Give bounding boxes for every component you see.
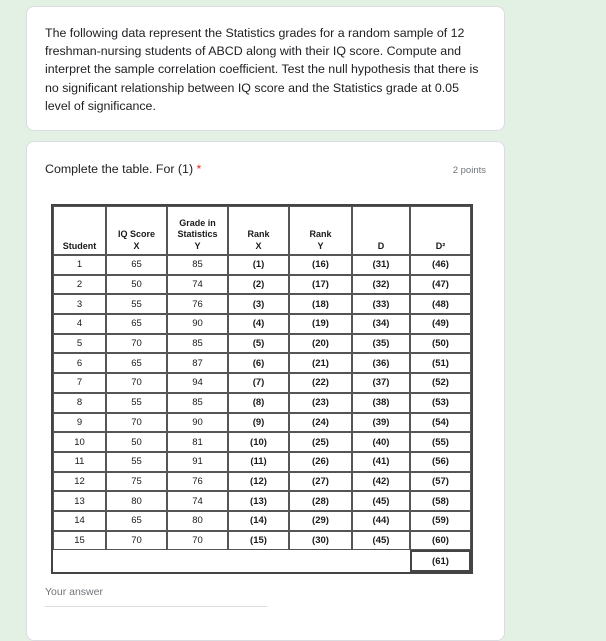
- points-label: 2 points: [452, 165, 486, 176]
- table-cell: 15: [53, 531, 106, 551]
- table-cell: (49): [410, 314, 471, 334]
- table-cell: 13: [53, 491, 106, 511]
- table-cell: (20): [289, 334, 352, 354]
- column-header-text: Y: [194, 240, 201, 251]
- table-cell: (35): [352, 334, 410, 354]
- table-cell: 12: [53, 472, 106, 492]
- table-cell: (38): [352, 393, 410, 413]
- table-cell: 65: [106, 255, 167, 275]
- table-cell: (3): [228, 294, 289, 314]
- table-cell: (52): [410, 373, 471, 393]
- column-header-text: Rank: [247, 229, 270, 239]
- table-cell: (41): [352, 452, 410, 472]
- table-cell: 75: [106, 472, 167, 492]
- table-cell: 85: [167, 334, 228, 354]
- table-cell: 87: [167, 353, 228, 373]
- table-cell: 74: [167, 275, 228, 295]
- table-cell: (10): [228, 432, 289, 452]
- table-cell: (47): [410, 275, 471, 295]
- table-row: [53, 294, 471, 314]
- table-cell: 81: [167, 432, 228, 452]
- required-asterisk: *: [196, 162, 202, 176]
- table-cell: (2): [228, 275, 289, 295]
- table-cell: (13): [228, 491, 289, 511]
- table-cell: 91: [167, 452, 228, 472]
- table-cell: 80: [106, 491, 167, 511]
- table-cell: 70: [106, 413, 167, 433]
- column-header: [106, 206, 167, 255]
- table-row: [53, 472, 471, 492]
- table-cell: 76: [167, 294, 228, 314]
- table-cell: 85: [167, 255, 228, 275]
- table-cell: 65: [106, 353, 167, 373]
- table-cell: (40): [352, 432, 410, 452]
- table-cell: (45): [352, 531, 410, 551]
- grades-table: [51, 204, 473, 574]
- table-cell: (12): [228, 472, 289, 492]
- table-cell: 50: [106, 432, 167, 452]
- column-header: [352, 206, 410, 255]
- table-cell: 70: [106, 334, 167, 354]
- table-cell: 4: [53, 314, 106, 334]
- table-cell: (36): [352, 353, 410, 373]
- table-cell: (27): [289, 472, 352, 492]
- table-cell: (16): [289, 255, 352, 275]
- table-cell: (19): [289, 314, 352, 334]
- table-cell: 8: [53, 393, 106, 413]
- table-cell: 70: [106, 373, 167, 393]
- table-cell: (30): [289, 531, 352, 551]
- empty-cell: [53, 550, 106, 572]
- table-cell: 94: [167, 373, 228, 393]
- table-cell: (15): [228, 531, 289, 551]
- question-card: [26, 141, 505, 641]
- table-total-row: [53, 550, 471, 572]
- table-cell: (59): [410, 511, 471, 531]
- column-header-text: Statistics: [177, 229, 218, 239]
- table-cell: 10: [53, 432, 106, 452]
- column-header: [167, 206, 228, 255]
- table-cell: 90: [167, 413, 228, 433]
- grades-table-image: [51, 204, 473, 574]
- table-cell: (11): [228, 452, 289, 472]
- column-header-text: IQ Score: [117, 229, 155, 239]
- question-description: The following data represent the Statistics grades for a random sample of 12 freshman-nursing students of ABCD along with their IQ score. Compute and interpret the sample correlation coefficient. Test the null hypothesis that there is no significant relationship between IQ score and the Statistics grade at 0.05 level of significance.: [45, 26, 479, 113]
- column-header-text: Y: [317, 240, 324, 251]
- table-cell: (34): [352, 314, 410, 334]
- table-cell: (7): [228, 373, 289, 393]
- table-cell: (60): [410, 531, 471, 551]
- table-cell: (22): [289, 373, 352, 393]
- table-row: [53, 314, 471, 334]
- column-header-text: Student: [62, 240, 97, 251]
- table-cell: (29): [289, 511, 352, 531]
- table-cell: (26): [289, 452, 352, 472]
- table-cell: 55: [106, 294, 167, 314]
- table-row: [53, 255, 471, 275]
- description-card: [26, 6, 505, 131]
- empty-cell: [289, 550, 352, 572]
- column-header: [228, 206, 289, 255]
- column-header-text: Grade in: [179, 217, 216, 228]
- table-cell: 85: [167, 393, 228, 413]
- column-header: [410, 206, 471, 255]
- table-row: [53, 393, 471, 413]
- table-cell: (33): [352, 294, 410, 314]
- table-cell: (8): [228, 393, 289, 413]
- table-cell: (31): [352, 255, 410, 275]
- table-cell: 2: [53, 275, 106, 295]
- table-cell: (32): [352, 275, 410, 295]
- table-row: [53, 531, 471, 551]
- table-cell: 65: [106, 314, 167, 334]
- table-cell: (56): [410, 452, 471, 472]
- question-title-text: Complete the table. For (1): [45, 162, 194, 176]
- table-cell: (5): [228, 334, 289, 354]
- table-cell: 70: [167, 531, 228, 551]
- table-cell: (28): [289, 491, 352, 511]
- table-cell: (44): [352, 511, 410, 531]
- table-cell: (37): [352, 373, 410, 393]
- table-cell: (57): [410, 472, 471, 492]
- table-cell: (42): [352, 472, 410, 492]
- table-cell: (46): [410, 255, 471, 275]
- table-cell: (54): [410, 413, 471, 433]
- table-cell: 7: [53, 373, 106, 393]
- table-row: [53, 452, 471, 472]
- column-header-text: D²: [435, 240, 446, 251]
- table-cell: (51): [410, 353, 471, 373]
- table-cell: 1: [53, 255, 106, 275]
- total-d2-cell: (61): [410, 550, 471, 572]
- table-row: [53, 491, 471, 511]
- empty-cell: [228, 550, 289, 572]
- question-title: [45, 162, 201, 176]
- table-row: [53, 275, 471, 295]
- column-header-text: D: [377, 240, 385, 251]
- table-cell: (1): [228, 255, 289, 275]
- empty-cell: [352, 550, 410, 572]
- table-cell: (18): [289, 294, 352, 314]
- table-header-row: [53, 206, 471, 255]
- table-cell: 55: [106, 393, 167, 413]
- table-row: [53, 432, 471, 452]
- table-cell: 90: [167, 314, 228, 334]
- table-cell: 11: [53, 452, 106, 472]
- table-cell: (50): [410, 334, 471, 354]
- table-cell: (39): [352, 413, 410, 433]
- column-header-text: X: [133, 240, 140, 251]
- table-cell: 3: [53, 294, 106, 314]
- table-cell: 6: [53, 353, 106, 373]
- table-cell: 70: [106, 531, 167, 551]
- table-cell: (6): [228, 353, 289, 373]
- table-cell: (45): [352, 491, 410, 511]
- column-header-text: Rank: [309, 229, 332, 239]
- table-cell: 74: [167, 491, 228, 511]
- table-cell: 80: [167, 511, 228, 531]
- table-cell: (4): [228, 314, 289, 334]
- column-header: [53, 206, 106, 255]
- table-cell: (58): [410, 491, 471, 511]
- table-cell: (23): [289, 393, 352, 413]
- table-row: [53, 353, 471, 373]
- table-row: [53, 511, 471, 531]
- answer-input[interactable]: Your answer: [45, 586, 267, 607]
- column-header-text: X: [255, 240, 262, 251]
- table-cell: (14): [228, 511, 289, 531]
- table-cell: 14: [53, 511, 106, 531]
- table-cell: (9): [228, 413, 289, 433]
- table-cell: 9: [53, 413, 106, 433]
- table-cell: 65: [106, 511, 167, 531]
- table-cell: (25): [289, 432, 352, 452]
- table-row: [53, 334, 471, 354]
- table-cell: (24): [289, 413, 352, 433]
- table-cell: (53): [410, 393, 471, 413]
- table-cell: (48): [410, 294, 471, 314]
- empty-cell: [167, 550, 228, 572]
- table-row: [53, 373, 471, 393]
- empty-cell: [106, 550, 167, 572]
- table-cell: 50: [106, 275, 167, 295]
- table-cell: 55: [106, 452, 167, 472]
- table-cell: 5: [53, 334, 106, 354]
- table-row: [53, 413, 471, 433]
- table-cell: (21): [289, 353, 352, 373]
- table-cell: (55): [410, 432, 471, 452]
- table-cell: (17): [289, 275, 352, 295]
- table-cell: 76: [167, 472, 228, 492]
- column-header: [289, 206, 352, 255]
